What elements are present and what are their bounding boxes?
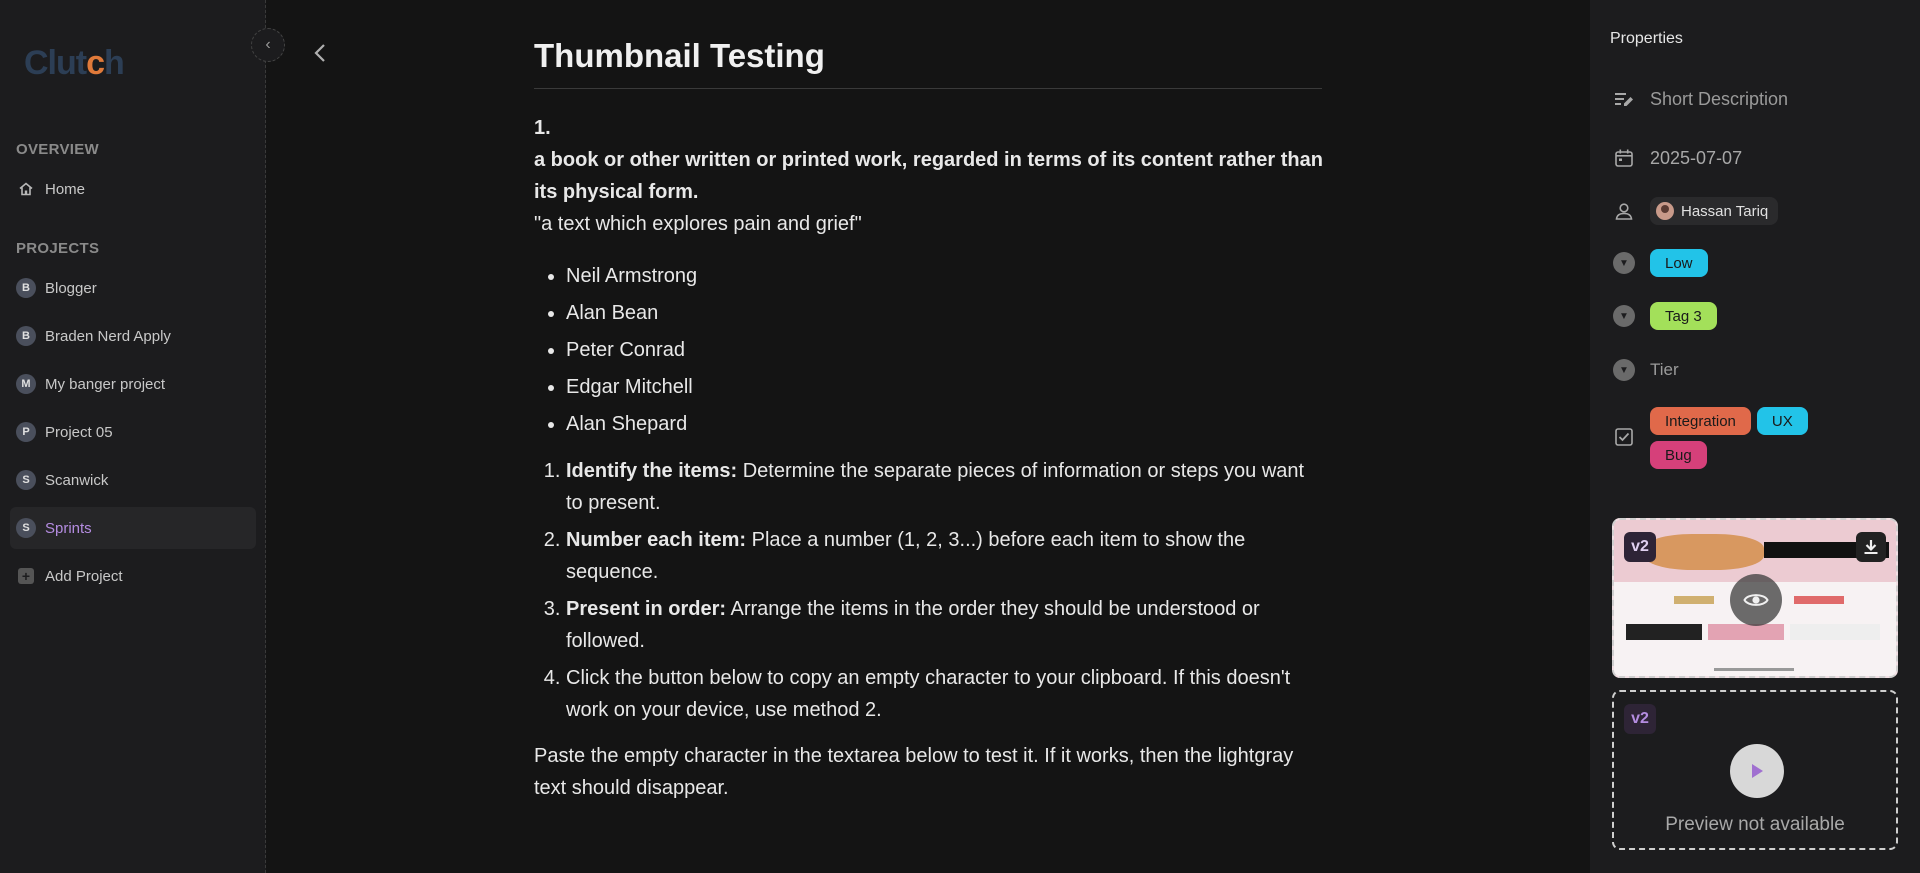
project-badge: S [16, 518, 36, 538]
bullet-list [566, 258, 1324, 443]
tier-field[interactable] [1610, 356, 1679, 384]
paragraph-text: Paste the empty character in the textarea below to test it. If it works, then the lightgray text should disappear. [534, 745, 1294, 799]
definition-text: a book or other written or printed work, regarded in terms of its content rather than its physical form. [534, 149, 1323, 203]
sidebar-item-label: My banger project [45, 375, 166, 393]
thumbnail-card[interactable] [1612, 690, 1898, 850]
version-badge: v2 [1624, 532, 1656, 562]
labels-list [1650, 407, 1850, 469]
numbered-list [566, 455, 1324, 726]
sidebar-item-home[interactable] [10, 168, 256, 210]
sidebar-item-label: Project 05 [45, 423, 113, 441]
edit-text-icon [1610, 85, 1638, 113]
document-body[interactable] [534, 112, 1324, 804]
play-button[interactable] [1730, 744, 1784, 798]
step-text: Click the button below to copy an empty character to your clipboard. If this doesn't work on your device, use method 2. [566, 667, 1291, 721]
list-item [566, 662, 1324, 726]
back-button[interactable] [310, 38, 330, 68]
sidebar-item-label: Braden Nerd Apply [45, 327, 171, 345]
heading-number: 1. [534, 117, 551, 139]
sidebar-item-braden-nerd-apply[interactable] [10, 315, 256, 357]
list-item: • Edgar Mitchell [566, 369, 1324, 406]
play-icon [1749, 762, 1765, 780]
project-badge: P [16, 422, 36, 442]
date-value: 2025-07-07 [1650, 147, 1743, 168]
chevron-left-icon [313, 42, 327, 64]
list-item: • Alan Bean [566, 295, 1324, 332]
plus-icon: + [18, 568, 34, 584]
dropdown-icon: ▼ [1610, 356, 1638, 384]
step-bold: Number each item: [566, 529, 747, 551]
sidebar-item-label: Home [45, 180, 86, 198]
list-item: • Alan Shepard [566, 406, 1324, 443]
logo[interactable] [24, 44, 124, 83]
assignee-chip[interactable] [1650, 197, 1778, 225]
sidebar-item-scanwick[interactable] [10, 459, 256, 501]
chevron-left-icon: ‹ [265, 36, 271, 53]
avatar [1656, 202, 1674, 220]
eye-icon [1743, 591, 1769, 609]
title-divider [534, 88, 1322, 89]
list-item: • Peter Conrad [566, 332, 1324, 369]
projects-section-label: PROJECTS [16, 240, 100, 257]
home-icon [16, 179, 36, 199]
project-badge: M [16, 374, 36, 394]
calendar-icon [1610, 144, 1638, 172]
list-item [566, 524, 1324, 588]
checkbox-icon [1610, 423, 1638, 451]
assignee-field[interactable] [1610, 197, 1778, 225]
tag-field[interactable] [1610, 302, 1723, 330]
assignee-name: Hassan Tariq [1681, 202, 1769, 220]
sidebar-item-project-05[interactable] [10, 411, 256, 453]
step-text: Place a number (1, 2, 3...) before each item to show the sequence. [566, 529, 1246, 583]
label-ux[interactable]: UX [1757, 407, 1808, 435]
dropdown-icon: ▼ [1610, 249, 1638, 277]
sidebar-item-blogger[interactable] [10, 267, 256, 309]
step-text: Determine the separate pieces of information or steps you want to present. [566, 460, 1305, 514]
step-bold: Identify the items: [566, 460, 738, 482]
thumbnail-card[interactable] [1612, 518, 1898, 678]
list-item: • Neil Armstrong [566, 258, 1324, 295]
version-badge: v2 [1624, 704, 1656, 734]
short-description-placeholder: Short Description [1650, 88, 1789, 109]
project-badge: B [16, 278, 36, 298]
sidebar-item-label: Blogger [45, 279, 97, 297]
person-icon [1610, 197, 1638, 225]
label-bug[interactable]: Bug [1650, 441, 1707, 469]
sidebar-item-sprints[interactable] [10, 507, 256, 549]
page-title[interactable]: Thumbnail Testing [534, 37, 825, 74]
sidebar-item-label: Sprints [45, 519, 92, 537]
tag-chip[interactable]: Tag 3 [1650, 302, 1717, 330]
project-badge: B [16, 326, 36, 346]
labels-field[interactable] [1610, 407, 1850, 469]
step-bold: Present in order: [566, 598, 727, 620]
priority-field[interactable] [1610, 249, 1714, 277]
label-integration[interactable]: Integration [1650, 407, 1751, 435]
short-description-field[interactable] [1610, 85, 1788, 113]
priority-tag[interactable]: Low [1650, 249, 1708, 277]
preview-unavailable-text: Preview not available [1665, 814, 1845, 835]
preview-button[interactable] [1730, 574, 1782, 626]
dropdown-icon: ▼ [1610, 302, 1638, 330]
logo-text: Clutch [24, 44, 124, 82]
download-icon [1862, 538, 1880, 556]
sidebar-item-label: Scanwick [45, 471, 109, 489]
step-text: Arrange the items in the order they should be understood or followed. [566, 598, 1260, 652]
collapse-sidebar-button[interactable] [251, 28, 285, 62]
list-item [566, 455, 1324, 519]
overview-section-label: OVERVIEW [16, 141, 99, 158]
tier-placeholder: Tier [1650, 360, 1679, 379]
quote-text: "a text which explores pain and grief" [534, 213, 862, 235]
properties-panel [1590, 0, 1920, 873]
project-badge: S [16, 470, 36, 490]
list-item [566, 593, 1324, 657]
sidebar [0, 0, 266, 873]
add-project-button[interactable] [10, 555, 256, 597]
thumbnail-image [1614, 520, 1896, 582]
date-field[interactable] [1610, 144, 1742, 172]
properties-title: Properties [1610, 30, 1683, 47]
sidebar-item-my-banger-project[interactable] [10, 363, 256, 405]
add-project-label: Add Project [45, 567, 123, 585]
download-button[interactable] [1856, 532, 1886, 562]
